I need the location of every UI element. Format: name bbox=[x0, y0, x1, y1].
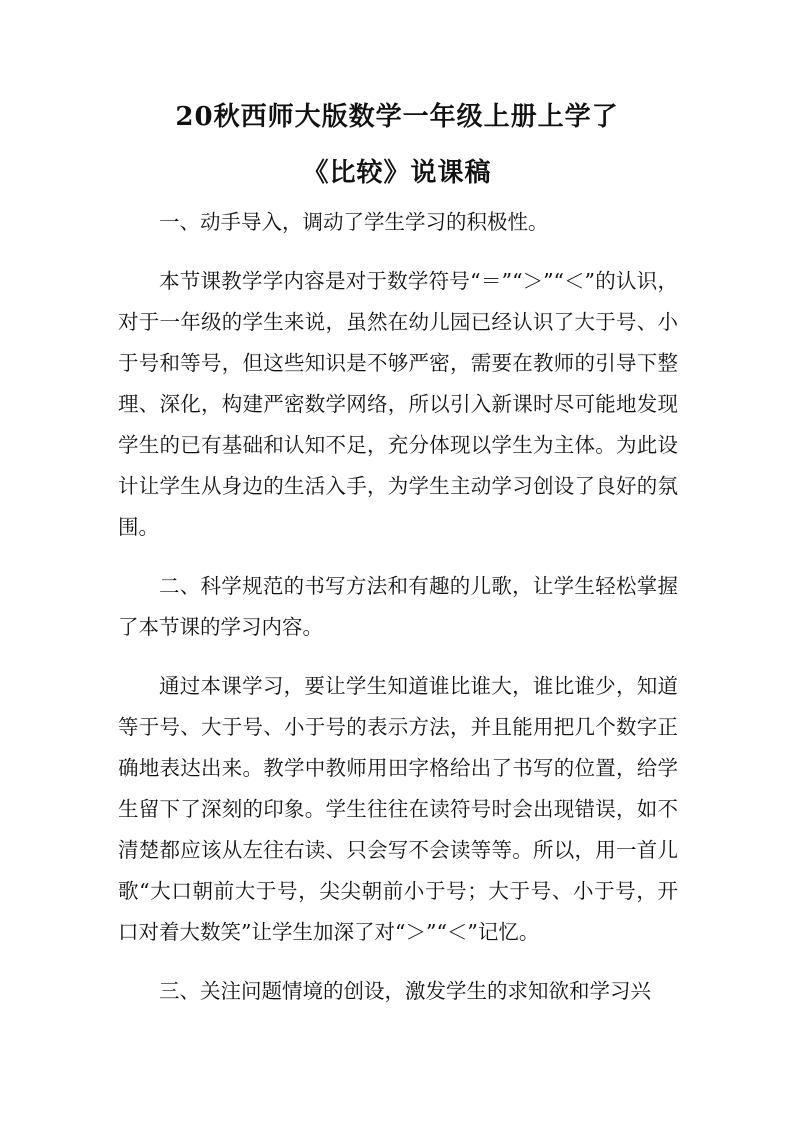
section-heading-1: 一、动手导入，调动了学生学习的积极性。 bbox=[159, 210, 549, 234]
section-heading-2: 二、科学规范的书写方法和有趣的儿歌，让学生轻松掌握了本节课的学习内容。 bbox=[118, 574, 678, 639]
section-heading-3: 三、关注问题情境的创设，激发学生的求知欲和学习兴 bbox=[159, 979, 651, 1003]
document-body bbox=[118, 202, 678, 1030]
document-title-line-1: 20秋西师大版数学一年级上册上学了 bbox=[175, 102, 619, 132]
paragraph-1: 本节课教学学内容是对于数学符号“＝”“＞”“＜”的认识，对于一年级的学生来说，虽然在幼儿园已经认识了大于号、小于号和等号，但这些知识是不够严密，需要在教师的引导下整理、深化，构建严密数学网络，所以引入新课时尽可能地发现学生的已有基础和认知不足，充分体现以学生为主体。为此设计让学生从身边的生活入手，为学生主动学习创设了良好的氛围。 bbox=[118, 269, 678, 539]
document-title-line-2: 《比较》说课稿 bbox=[302, 158, 492, 188]
paragraph-2: 通过本课学习，要让学生知道谁比谁大，谁比谁少，知道等于号、大于号、小于号的表示方法，并且能用把几个数字正确地表达出来。教学中教师用田字格给出了书写的位置，给学生留下了深刻的印象。学生往往在读符号时会出现错误，如不清楚都应该从左往右读、只会写不会读等等。所以，用一首儿歌“大口朝前大于号，尖尖朝前小于号；大于号、小于号，开口对着大数笑”让学生加深了对“＞”“＜”记忆。 bbox=[118, 674, 678, 944]
